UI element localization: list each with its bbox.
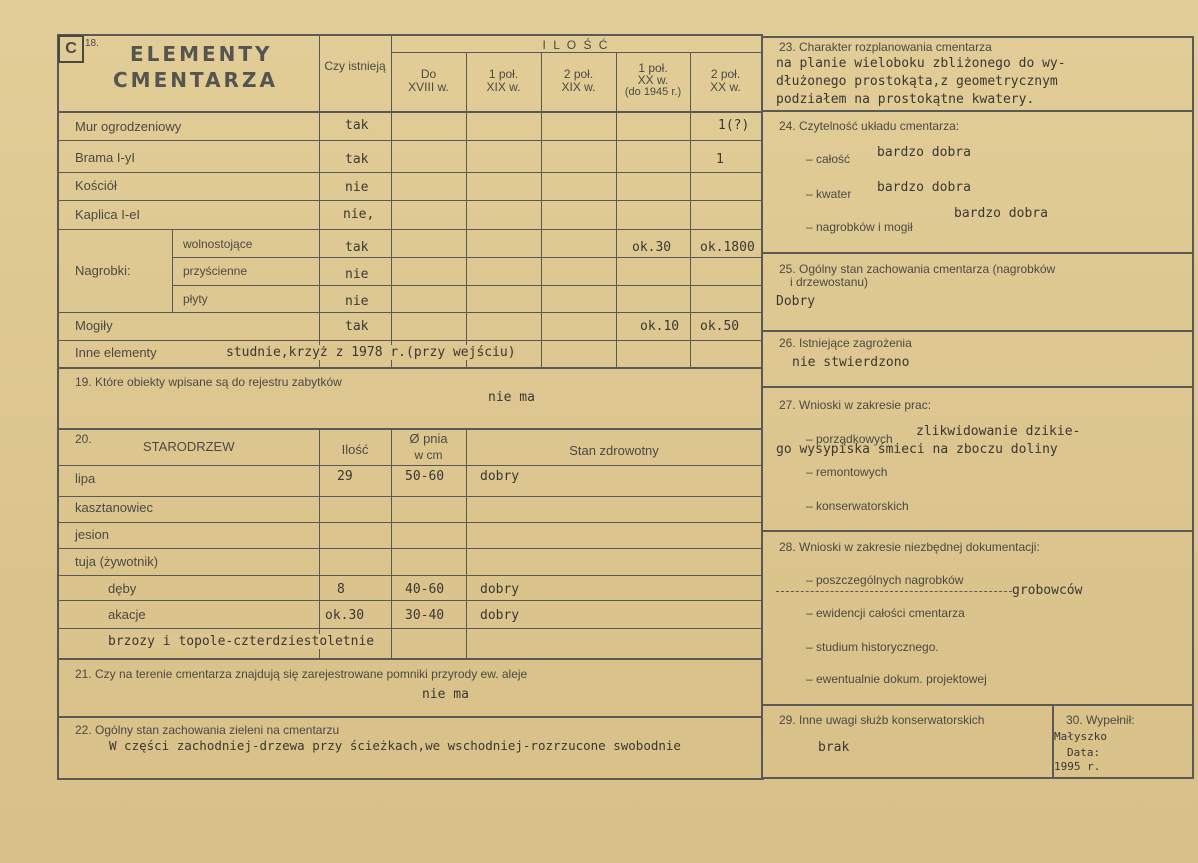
q27-porzadkowych-value2: go wysypiska śmieci na zboczu doliny <box>776 442 1058 457</box>
q23-line2: dłużonego prostokąta,z geometrycznym <box>776 74 1058 89</box>
row-label-kosciol: Kościół <box>75 178 117 193</box>
tree-row-lipa-ilosc: 29 <box>337 469 353 484</box>
rule <box>616 52 617 368</box>
q20-col-pnia-l1: Ø pnia <box>409 431 448 446</box>
tree-row-lipa-stan: dobry <box>480 469 520 484</box>
rule <box>57 716 762 718</box>
tree-row-akacje-ilosc: ok.30 <box>325 608 365 623</box>
q24-kwater-value: bardzo dobra <box>877 180 971 195</box>
q26-value: nie stwierdzono <box>792 355 910 370</box>
q29-value: brak <box>818 740 850 755</box>
frame-top-left <box>57 34 762 36</box>
q28-item1-value: grobowców <box>1012 583 1083 598</box>
tree-row-akacje-stan: dobry <box>480 608 520 623</box>
row-label-mur: Mur ogrodzeniowy <box>75 119 182 134</box>
rule <box>57 658 762 660</box>
frame-bottom-right <box>761 777 1194 779</box>
q30-data-value: 1995 r. <box>1054 760 1101 773</box>
tree-row-kasztanowiec-name: kasztanowiec <box>75 500 154 515</box>
rule <box>761 704 1193 706</box>
q28-item3: – studium historycznego. <box>806 640 939 654</box>
row-label-przyscienne: przyścienne <box>183 264 248 278</box>
q21-value: nie ma <box>422 687 469 702</box>
row-brama-q20b: 1 <box>716 152 724 167</box>
q19-value: nie ma <box>488 390 535 405</box>
section-letter-box: C <box>58 35 84 63</box>
section-number: 18. <box>85 38 99 49</box>
frame-right <box>1192 36 1194 778</box>
rule <box>319 34 320 368</box>
rule <box>319 429 320 659</box>
row-label-plyty: płyty <box>183 292 208 306</box>
q24-kwater-label: – kwater <box>806 187 852 201</box>
col-header-19a-l2: XIX w. <box>486 80 521 94</box>
rule <box>57 428 762 430</box>
col-header-ilosc: I L O Ś Ć <box>542 38 610 52</box>
q27-porzadkowych-value1: zlikwidowanie dzikie- <box>916 424 1081 439</box>
col-header-20a-l3: (do 1945 r.) <box>624 86 682 98</box>
row-mur-q20b: 1(?) <box>718 118 750 133</box>
frame-left <box>57 34 59 779</box>
q24-nagrobkow-label: – nagrobków i mogił <box>806 220 913 234</box>
row-mogily-q20a: ok.10 <box>640 319 680 334</box>
q27-konserwatorskich-label: – konserwatorskich <box>806 499 909 513</box>
rule <box>57 496 762 497</box>
q22-label: 22. Ogólny stan zachowania zieleni na cmentarzu <box>75 723 340 737</box>
row-label-brama: Brama I-yI <box>75 150 135 165</box>
row-przyscienne-exists: nie <box>345 267 369 282</box>
q24-calosc-value: bardzo dobra <box>877 145 971 160</box>
tree-row-tuja-name: tuja (żywotnik) <box>75 554 159 569</box>
row-brama-exists: tak <box>345 152 369 167</box>
row-label-mogily: Mogiły <box>75 318 113 333</box>
rule <box>57 522 762 523</box>
q29-label: 29. Inne uwagi służb konserwatorskich <box>779 713 985 727</box>
rule <box>466 52 467 368</box>
row-label-inne: Inne elementy <box>75 345 157 360</box>
row-plyty-exists: nie <box>345 294 369 309</box>
tree-row-deby-stan: dobry <box>480 582 520 597</box>
row-kaplica-exists: nie, <box>343 207 375 222</box>
row-wolnostojace-exists: tak <box>345 240 369 255</box>
col-header-exists: Czy istnieją <box>324 59 386 73</box>
tree-row-akacje-pien: 30-40 <box>405 608 445 623</box>
rule <box>57 111 762 113</box>
title-line2: CMENTARZA <box>113 68 278 92</box>
q24-label: 24. Czytelność układu cmentarza: <box>779 119 960 133</box>
tree-row-lipa-pien: 50-60 <box>405 469 445 484</box>
q28-label: 28. Wnioski w zakresie niezbędnej dokumentacji: <box>779 540 1040 554</box>
rule <box>57 548 762 549</box>
rule <box>391 429 392 659</box>
q25-label-l2: i drzewostanu) <box>790 275 869 289</box>
q20-number: 20. <box>75 432 92 446</box>
rule <box>57 312 762 313</box>
title-line1: ELEMENTY <box>130 42 273 66</box>
row-label-wolnostojace: wolnostojące <box>183 237 253 251</box>
rule <box>57 229 762 230</box>
col-header-do18-l1: Do <box>420 67 437 81</box>
row-inne-value: studnie,krzyż z 1978 r.(przy wejściu) <box>226 345 516 360</box>
col-header-20a-l1: 1 poł. <box>638 61 668 75</box>
rule <box>57 340 762 341</box>
rule <box>466 429 467 659</box>
frame-top-right <box>761 36 1193 38</box>
row-mur-exists: tak <box>345 118 369 133</box>
rule <box>57 575 762 576</box>
q21-label: 21. Czy na terenie cmentarza znajdują się zarejestrowane pomniki przyrody ew. aleje <box>75 667 528 681</box>
row-mogily-exists: tak <box>345 319 369 334</box>
rule <box>57 140 762 141</box>
rule <box>761 252 1193 254</box>
q27-remontowych-label: – remontowych <box>806 465 888 479</box>
q20-col-stan: Stan zdrowotny <box>569 443 659 458</box>
col-header-19b-l2: XIX w. <box>561 80 596 94</box>
col-header-19b-l1: 2 poł. <box>563 67 594 81</box>
q27-label: 27. Wnioski w zakresie prac: <box>779 398 932 412</box>
rule <box>391 52 761 53</box>
q30-data-label: Data: <box>1067 746 1101 759</box>
q20-title: STARODRZEW <box>143 439 235 454</box>
q27-porzadkowych-label: – porządkowych <box>806 432 893 446</box>
tree-row-akacje-name: akacje <box>108 607 146 622</box>
tree-row-lipa-name: lipa <box>75 471 96 486</box>
row-wolnostojace-q20a: ok.30 <box>632 240 672 255</box>
rule <box>57 172 762 173</box>
rule <box>57 628 762 629</box>
q26-label: 26. Istniejące zagrożenia <box>779 336 912 350</box>
rule <box>172 285 762 286</box>
frame-bottom-left <box>57 778 764 780</box>
col-header-20a-l2: XX w. <box>637 73 669 87</box>
q24-calosc-label: – całość <box>806 152 851 166</box>
tree-row-deby-ilosc: 8 <box>337 582 345 597</box>
tree-row-jesion-name: jesion <box>75 527 109 542</box>
q28-item4: – ewentualnie dokum. projektowej <box>806 672 987 686</box>
frame-mid <box>761 34 763 780</box>
q20-col-ilosc: Ilość <box>341 442 369 457</box>
rule <box>690 52 691 368</box>
q22-value: W części zachodniej-drzewa przy ścieżkach,we wschodniej-rozrzucone swobodnie <box>109 738 681 753</box>
row-wolnostojace-q20b: ok.1800 <box>700 240 755 255</box>
q23-line3: podziałem na prostokątne kwatery. <box>776 92 1035 107</box>
tree-row-deby-name: dęby <box>108 581 137 596</box>
rule <box>761 386 1193 388</box>
tree-row-deby-pien: 40-60 <box>405 582 445 597</box>
rule <box>57 465 762 466</box>
row-kosciol-exists: nie <box>345 180 369 195</box>
row-label-nagrobki: Nagrobki: <box>75 263 131 278</box>
col-header-19a-l1: 1 poł. <box>488 67 519 81</box>
q25-value: Dobry <box>776 294 816 309</box>
rule <box>57 600 762 601</box>
q28-item2: – ewidencji całości cmentarza <box>806 606 965 620</box>
q24-nagrobkow-value: bardzo dobra <box>954 206 1048 221</box>
q28-item1: – poszczególnych nagrobków <box>806 573 964 587</box>
q23-line1: na planie wieloboku zbliżonego do wy- <box>776 56 1066 71</box>
q28-dash-rule <box>776 591 1012 592</box>
q19-label: 19. Które obiekty wpisane są do rejestru zabytków <box>75 375 342 389</box>
col-header-do18-l2: XVIII w. <box>408 80 449 94</box>
q30-name: Małyszko <box>1054 730 1107 743</box>
row-mogily-q20b: ok.50 <box>700 319 740 334</box>
q30-label: 30. Wypełnił: <box>1066 713 1135 727</box>
q23-label: 23. Charakter rozplanowania cmentarza <box>779 40 992 54</box>
rule <box>761 110 1193 112</box>
q25-label-l1: 25. Ogólny stan zachowania cmentarza (nagrobków <box>779 262 1056 276</box>
q20-col-pnia-l2: w cm <box>414 448 443 462</box>
col-header-20b-l2: XX w. <box>710 80 741 94</box>
rule <box>57 367 762 369</box>
rule <box>761 330 1193 332</box>
rule <box>172 229 173 313</box>
rule <box>57 200 762 201</box>
rule <box>391 34 392 368</box>
row-label-kaplica: Kaplica I-eI <box>75 207 141 222</box>
rule <box>172 257 762 258</box>
rule <box>761 530 1193 532</box>
col-header-20b-l1: 2 poł. <box>710 67 741 81</box>
tree-row-brzozy-name: brzozy i topole-czterdziestoletnie <box>108 634 375 649</box>
rule <box>541 52 542 368</box>
